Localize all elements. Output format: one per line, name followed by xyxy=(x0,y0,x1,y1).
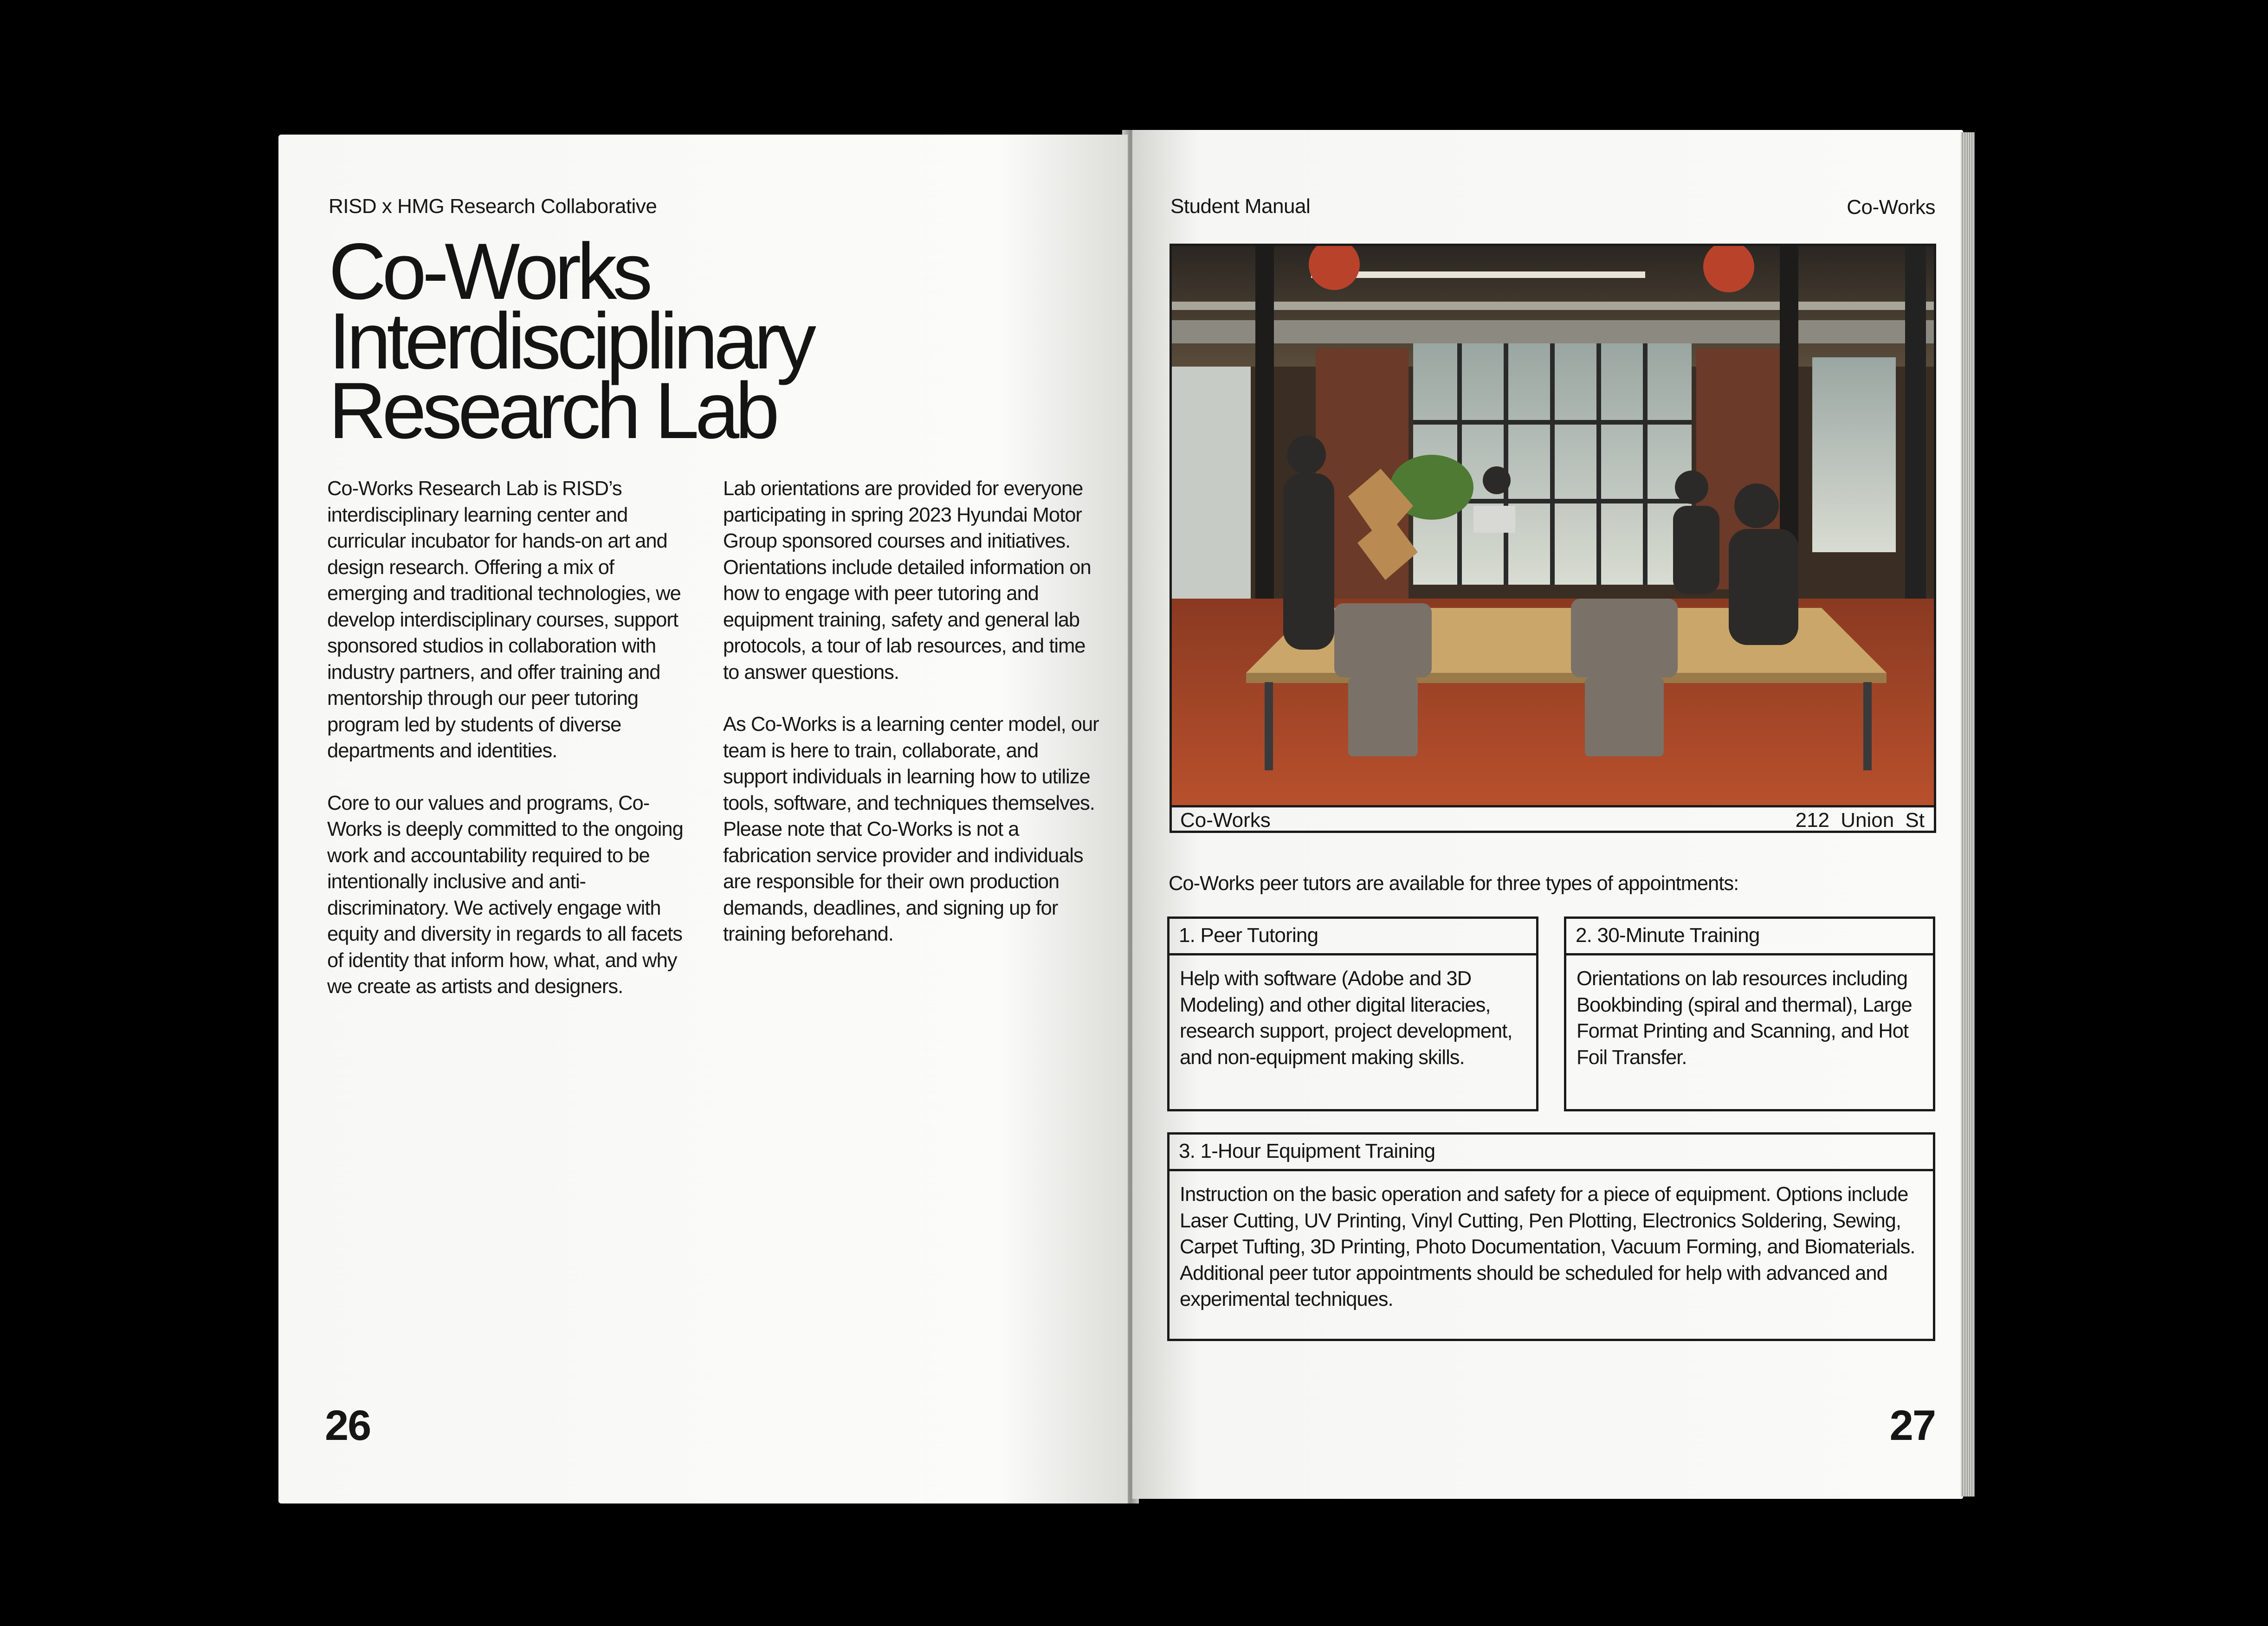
page-edges xyxy=(1961,132,1975,1497)
caption-address: 212 Union St xyxy=(1795,809,1925,832)
page-number: 26 xyxy=(325,1402,371,1449)
running-head: RISD x HMG Research Collaborative xyxy=(329,195,657,218)
title-line: Interdisciplinary xyxy=(329,297,812,386)
appointment-box-equipment-training xyxy=(1167,1132,1935,1341)
left-page xyxy=(278,135,1128,1503)
appointment-description: Instruction on the basic operation and safety for a piece of equipment. Options include Laser Cutting, UV Printing, Vinyl Cutting, Pen Plotting, Electronics Soldering, Sewing, Carpet Tufting, 3D Printing, Photo Documentation, Vacuum Forming, and Biomaterials. Additional peer tutor appointments should be scheduled for help with advanced and experimental techniques. xyxy=(1180,1183,1915,1310)
lab-interior-image xyxy=(1172,246,1934,805)
running-head-right: Co-Works xyxy=(1847,196,1935,219)
text-column-1 xyxy=(327,476,698,1026)
photo-caption xyxy=(1172,805,1934,833)
paragraph: Lab orientations are provided for everyone participating in spring 2023 Hyundai Motor Group sponsored courses and initiatives. Orientations include detailed information on how to engage with peer tutoring and equipment training, safety and general lab protocols, a tour of lab resources, and time to answer questions. xyxy=(723,477,1091,684)
title-line: Co-Works xyxy=(329,227,649,316)
title-line: Research Lab xyxy=(329,366,775,455)
paragraph: Co-Works Research Lab is RISD’s interdisciplinary learning center and curricular incubator for hands-on art and design research. Offering a mix of emerging and traditional technologies, we develop interdisciplinary courses, support sponsored studios in collaboration with industry partners, and offer training and mentorship through our peer tutoring program led by students of diverse departments and identities. xyxy=(327,477,681,762)
page-title xyxy=(329,227,812,455)
right-page xyxy=(1132,130,1963,1499)
lab-photo xyxy=(1170,244,1936,833)
appointments-intro: Co-Works peer tutors are available for three types of appointments: xyxy=(1169,872,1739,895)
appointment-box-30-minute-training xyxy=(1564,916,1935,1111)
appointment-title: 2. 30-Minute Training xyxy=(1566,919,1933,955)
paragraph: Core to our values and programs, Co-Works is deeply committed to the ongoing work and accountability required to be intentionally inclusive and anti-discriminatory. We actively engage with equity and diversity in regards to all facets of identity that inform how, what, and why we create as artists and designers. xyxy=(327,792,683,998)
appointment-title: 3. 1-Hour Equipment Training xyxy=(1170,1135,1933,1171)
appointment-description: Help with software (Adobe and 3D Modeling) and other digital literacies, research support, project development, and non-equipment making skills. xyxy=(1180,968,1512,1069)
appointment-description: Orientations on lab resources including Bookbinding (spiral and thermal), Large Format Printing and Scanning, and Hot Foil Transfer. xyxy=(1577,968,1912,1069)
appointment-box-peer-tutoring xyxy=(1167,916,1538,1111)
paragraph: As Co-Works is a learning center model, our team is here to train, collaborate, and support individuals in learning how to utilize tools, software, and techniques themselves. Please note that Co-Works is not a fabrication service provider and individuals are responsible for their own production demands, deadlines, and signing up for training beforehand. xyxy=(723,713,1099,945)
text-column-2 xyxy=(723,476,1099,974)
appointment-title: 1. Peer Tutoring xyxy=(1170,919,1536,955)
caption-place: Co-Works xyxy=(1180,809,1271,832)
running-head-left: Student Manual xyxy=(1170,195,1311,218)
page-number: 27 xyxy=(1889,1402,1935,1449)
